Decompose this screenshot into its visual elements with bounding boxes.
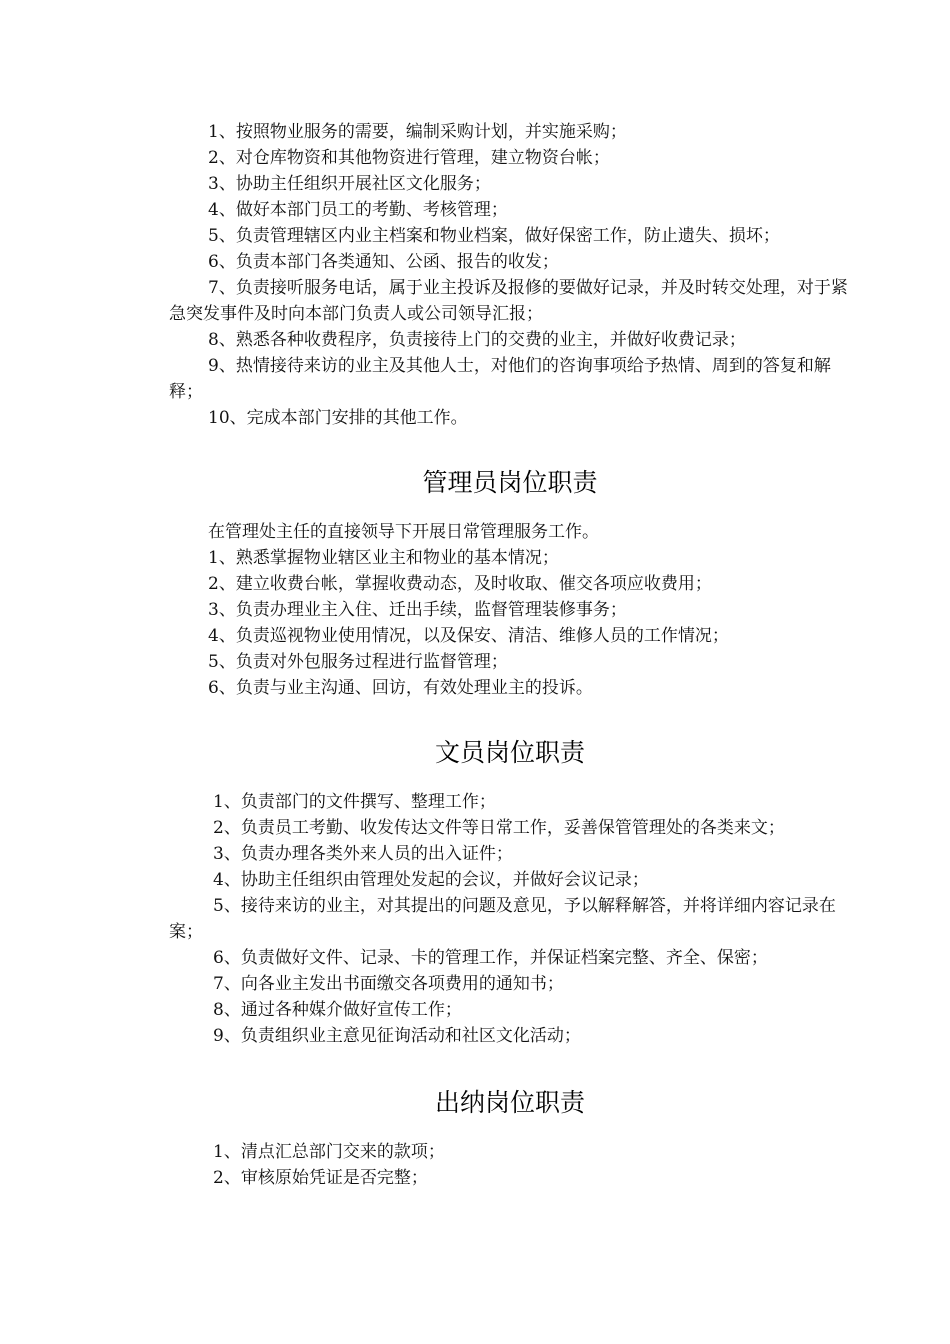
- duty-item: 7、向各业主发出书面缴交各项费用的通知书；: [213, 974, 564, 994]
- duty-item: 10、完成本部门安排的其他工作。: [208, 408, 468, 428]
- duty-item: 2、负责员工考勤、收发传达文件等日常工作，妥善保管管理处的各类来文；: [213, 818, 785, 838]
- duty-list-chuna: [169, 1139, 851, 1191]
- section-title-wenyuan: 文员岗位职责: [434, 738, 585, 767]
- duty-item: 8、熟悉各种收费程序，负责接待上门的交费的业主，并做好收费记录；: [208, 330, 746, 350]
- duty-item: 1、熟悉掌握物业辖区业主和物业的基本情况；: [208, 548, 559, 568]
- duty-item: 2、建立收费台帐，掌握收费动态，及时收取、催交各项应收费用；: [208, 574, 712, 594]
- duty-item: 1、按照物业服务的需要，编制采购计划，并实施采购；: [208, 122, 627, 142]
- duty-item: 3、协助主任组织开展社区文化服务；: [208, 174, 491, 194]
- duty-item: 8、通过各种媒介做好宣传工作；: [213, 1000, 462, 1020]
- duty-item: 5、接待来访的业主，对其提出的问题及意见，予以解释解答，并将详细内容记录在案；: [169, 896, 836, 942]
- duty-item: 2、对仓库物资和其他物资进行管理，建立物资台帐；: [208, 148, 610, 168]
- section-intro-text: 在管理处主任的直接领导下开展日常管理服务工作。: [208, 522, 599, 542]
- duty-list-guanliyuan: [169, 519, 851, 701]
- duty-item: 3、负责办理各类外来人员的出入证件；: [213, 844, 513, 864]
- duty-item: 9、负责组织业主意见征询活动和社区文化活动；: [213, 1026, 581, 1046]
- section-title-guanliyuan: 管理员岗位职责: [422, 468, 598, 497]
- section-title-chuna: 出纳岗位职责: [434, 1088, 585, 1117]
- duty-list-wenyuan: [169, 789, 851, 1049]
- duty-item: 4、协助主任组织由管理处发起的会议，并做好会议记录；: [213, 870, 649, 890]
- duty-item: 4、做好本部门员工的考勤、考核管理；: [208, 200, 508, 220]
- duty-item: 4、负责巡视物业使用情况，以及保安、清洁、维修人员的工作情况；: [208, 626, 729, 646]
- duty-item: 6、负责与业主沟通、回访，有效处理业主的投诉。: [208, 678, 593, 698]
- document-body: [169, 119, 851, 1191]
- duty-item: 6、负责本部门各类通知、公函、报告的收发；: [208, 252, 559, 272]
- duty-list-intro: [169, 119, 851, 431]
- duty-item: 5、负责对外包服务过程进行监督管理；: [208, 652, 508, 672]
- duty-item: 2、审核原始凭证是否完整；: [213, 1168, 428, 1188]
- duty-item: 5、负责管理辖区内业主档案和物业档案，做好保密工作，防止遗失、损坏；: [208, 226, 780, 246]
- duty-item: 7、负责接听服务电话，属于业主投诉及报修的要做好记录，并及时转交处理，对于紧急突发事件及时向本部门负责人或公司领导汇报；: [169, 278, 848, 324]
- duty-item: 1、负责部门的文件撰写、整理工作；: [213, 792, 496, 812]
- duty-item: 3、负责办理业主入住、迁出手续，监督管理装修事务；: [208, 600, 627, 620]
- duty-item: 6、负责做好文件、记录、卡的管理工作，并保证档案完整、齐全、保密；: [213, 948, 768, 968]
- duty-item: 1、清点汇总部门交来的款项；: [213, 1142, 445, 1162]
- duty-item: 9、热情接待来访的业主及其他人士，对他们的咨询事项给予热情、周到的答复和解释；: [169, 356, 831, 402]
